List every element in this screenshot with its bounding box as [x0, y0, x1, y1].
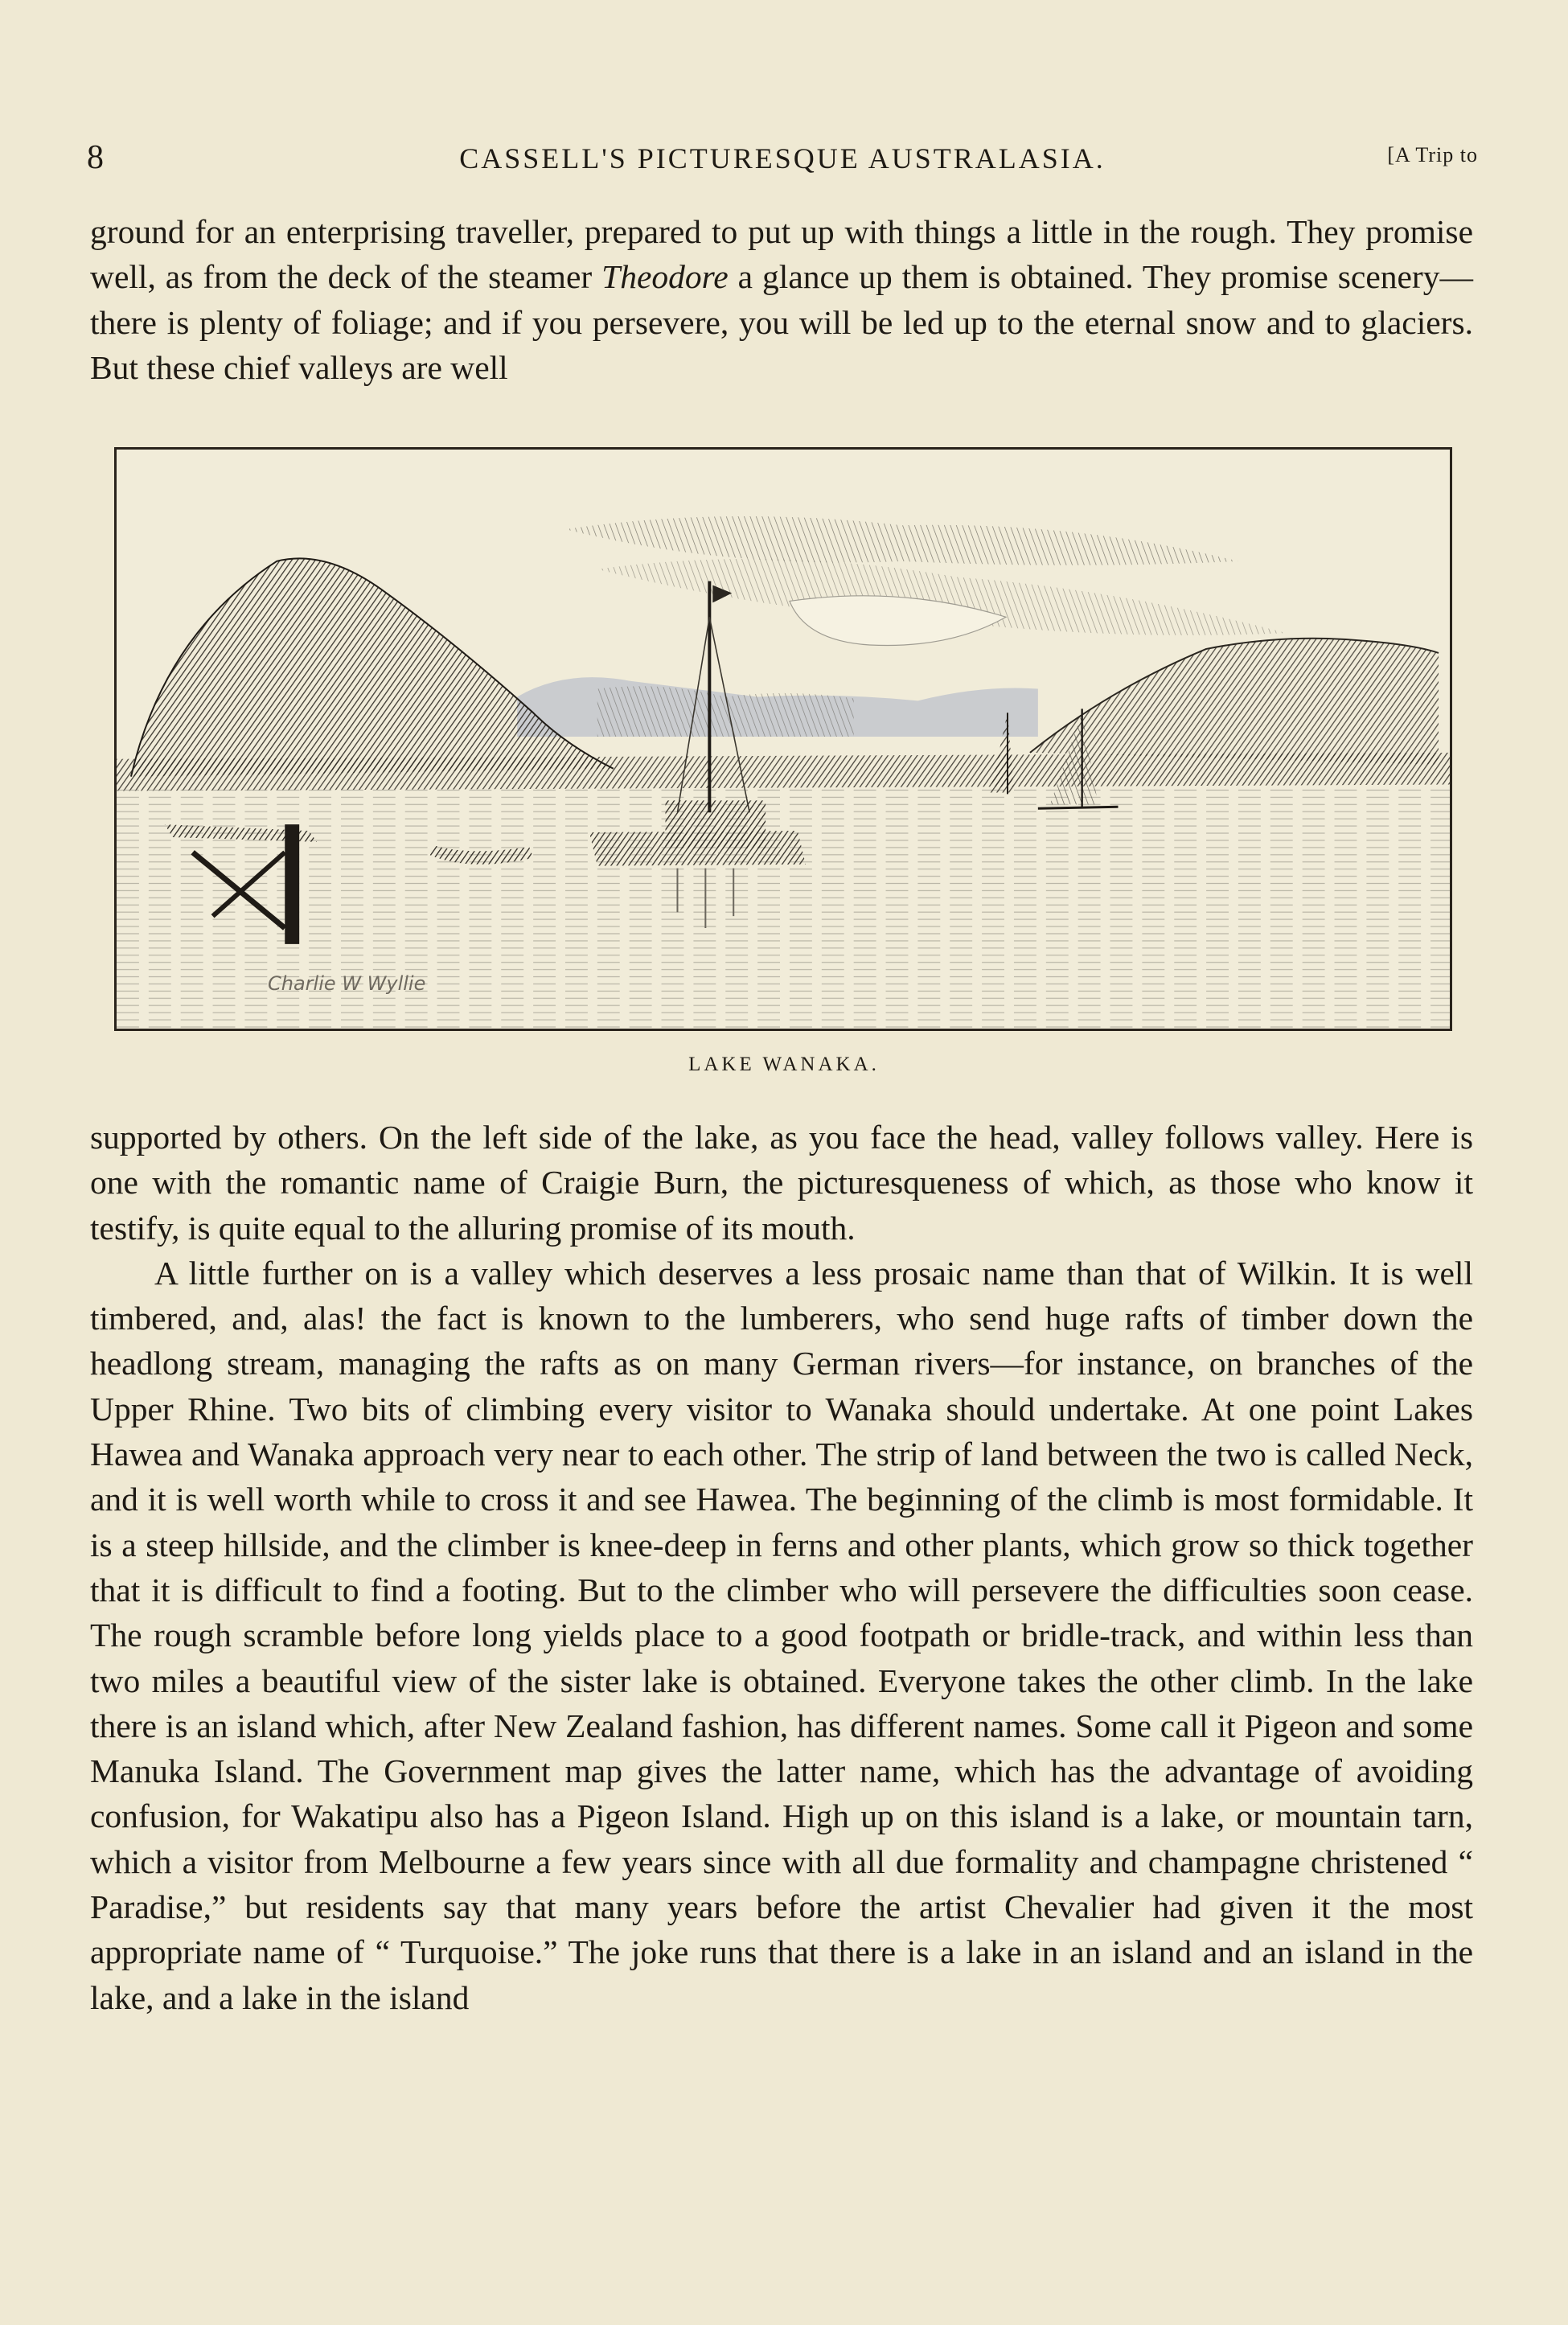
illustration-lake-wanaka: [114, 447, 1452, 1031]
running-title: CASSELL'S PICTURESQUE AUSTRALASIA.: [459, 142, 1106, 175]
paragraph: supported by others. On the left side of the lake, as you face the head, valley follows valley. Here is one with the romantic name of Craigie Burn, the picturesqueness of which, as those who know it testify, is quite equal to the alluring promise of its mouth.: [90, 1119, 1473, 1247]
artist-signature: Charlie W Wyllie: [268, 972, 426, 995]
figure-caption: LAKE WANAKA.: [688, 1054, 880, 1075]
ship-name: Theodore: [601, 258, 729, 296]
bottom-text: [90, 1115, 1473, 2020]
running-section: [A Trip to: [1387, 143, 1478, 166]
page-number: 8: [87, 139, 104, 176]
top-paragraph: [90, 209, 1473, 390]
text-run: a glance up them is obtained. They promise scenery—there is plenty of foliage; and if you persevere, you will be led up to the eternal snow and to glaciers. But these chief valleys are well: [90, 258, 1473, 386]
paragraph: A little further on is a valley which deserves a less prosaic name than that of Wilkin. It is well timbered, and, alas! the fact is known to the lumberers, who send huge rafts of timber down the headlong stream, managing the rafts as on many German rivers—for instance, on branches of the Upper Rhine. Two bits of climbing every visitor to Wanaka should undertake. At one point Lakes Hawea and Wanaka approach very near to each other. The strip of land between the two is called Neck, and it is well worth while to cross it and see Hawea. The beginning of the climb is most formidable. It is a steep hillside, and the climber is knee-deep in ferns and other plants, which grow so thick together that it is difficult to find a footing. But to the climber who will persevere the difficulties soon cease. The rough scramble before long yields place to a good footpath or bridle-track, and within less than two miles a beautiful view of the sister lake is obtained. Everyone takes the other climb. In the lake there is an island which, after New Zealand fashion, has different names. Some call it Pigeon and some Manuka Island. The Government map gives the latter name, which has the advantage of avoiding confusion, for Wakatipu also has a Pigeon Island. High up on this island is a lake, or mountain tarn, which a visitor from Melbourne a few years since with all due formality and champagne christened “ Paradise,” but residents say that many years before the artist Chevalier had given it the most appropriate name of “ Turquoise.” The joke runs that there is a lake in an island and an island in the lake, and a lake in the island: [90, 1254, 1473, 2016]
engraving-image: [117, 450, 1450, 1029]
running-head: [87, 138, 1478, 187]
text-run: ground for an enterprising traveller, prepared to put up with things a little in the rough. They promise well, as from the deck of the steamer: [90, 213, 1473, 296]
